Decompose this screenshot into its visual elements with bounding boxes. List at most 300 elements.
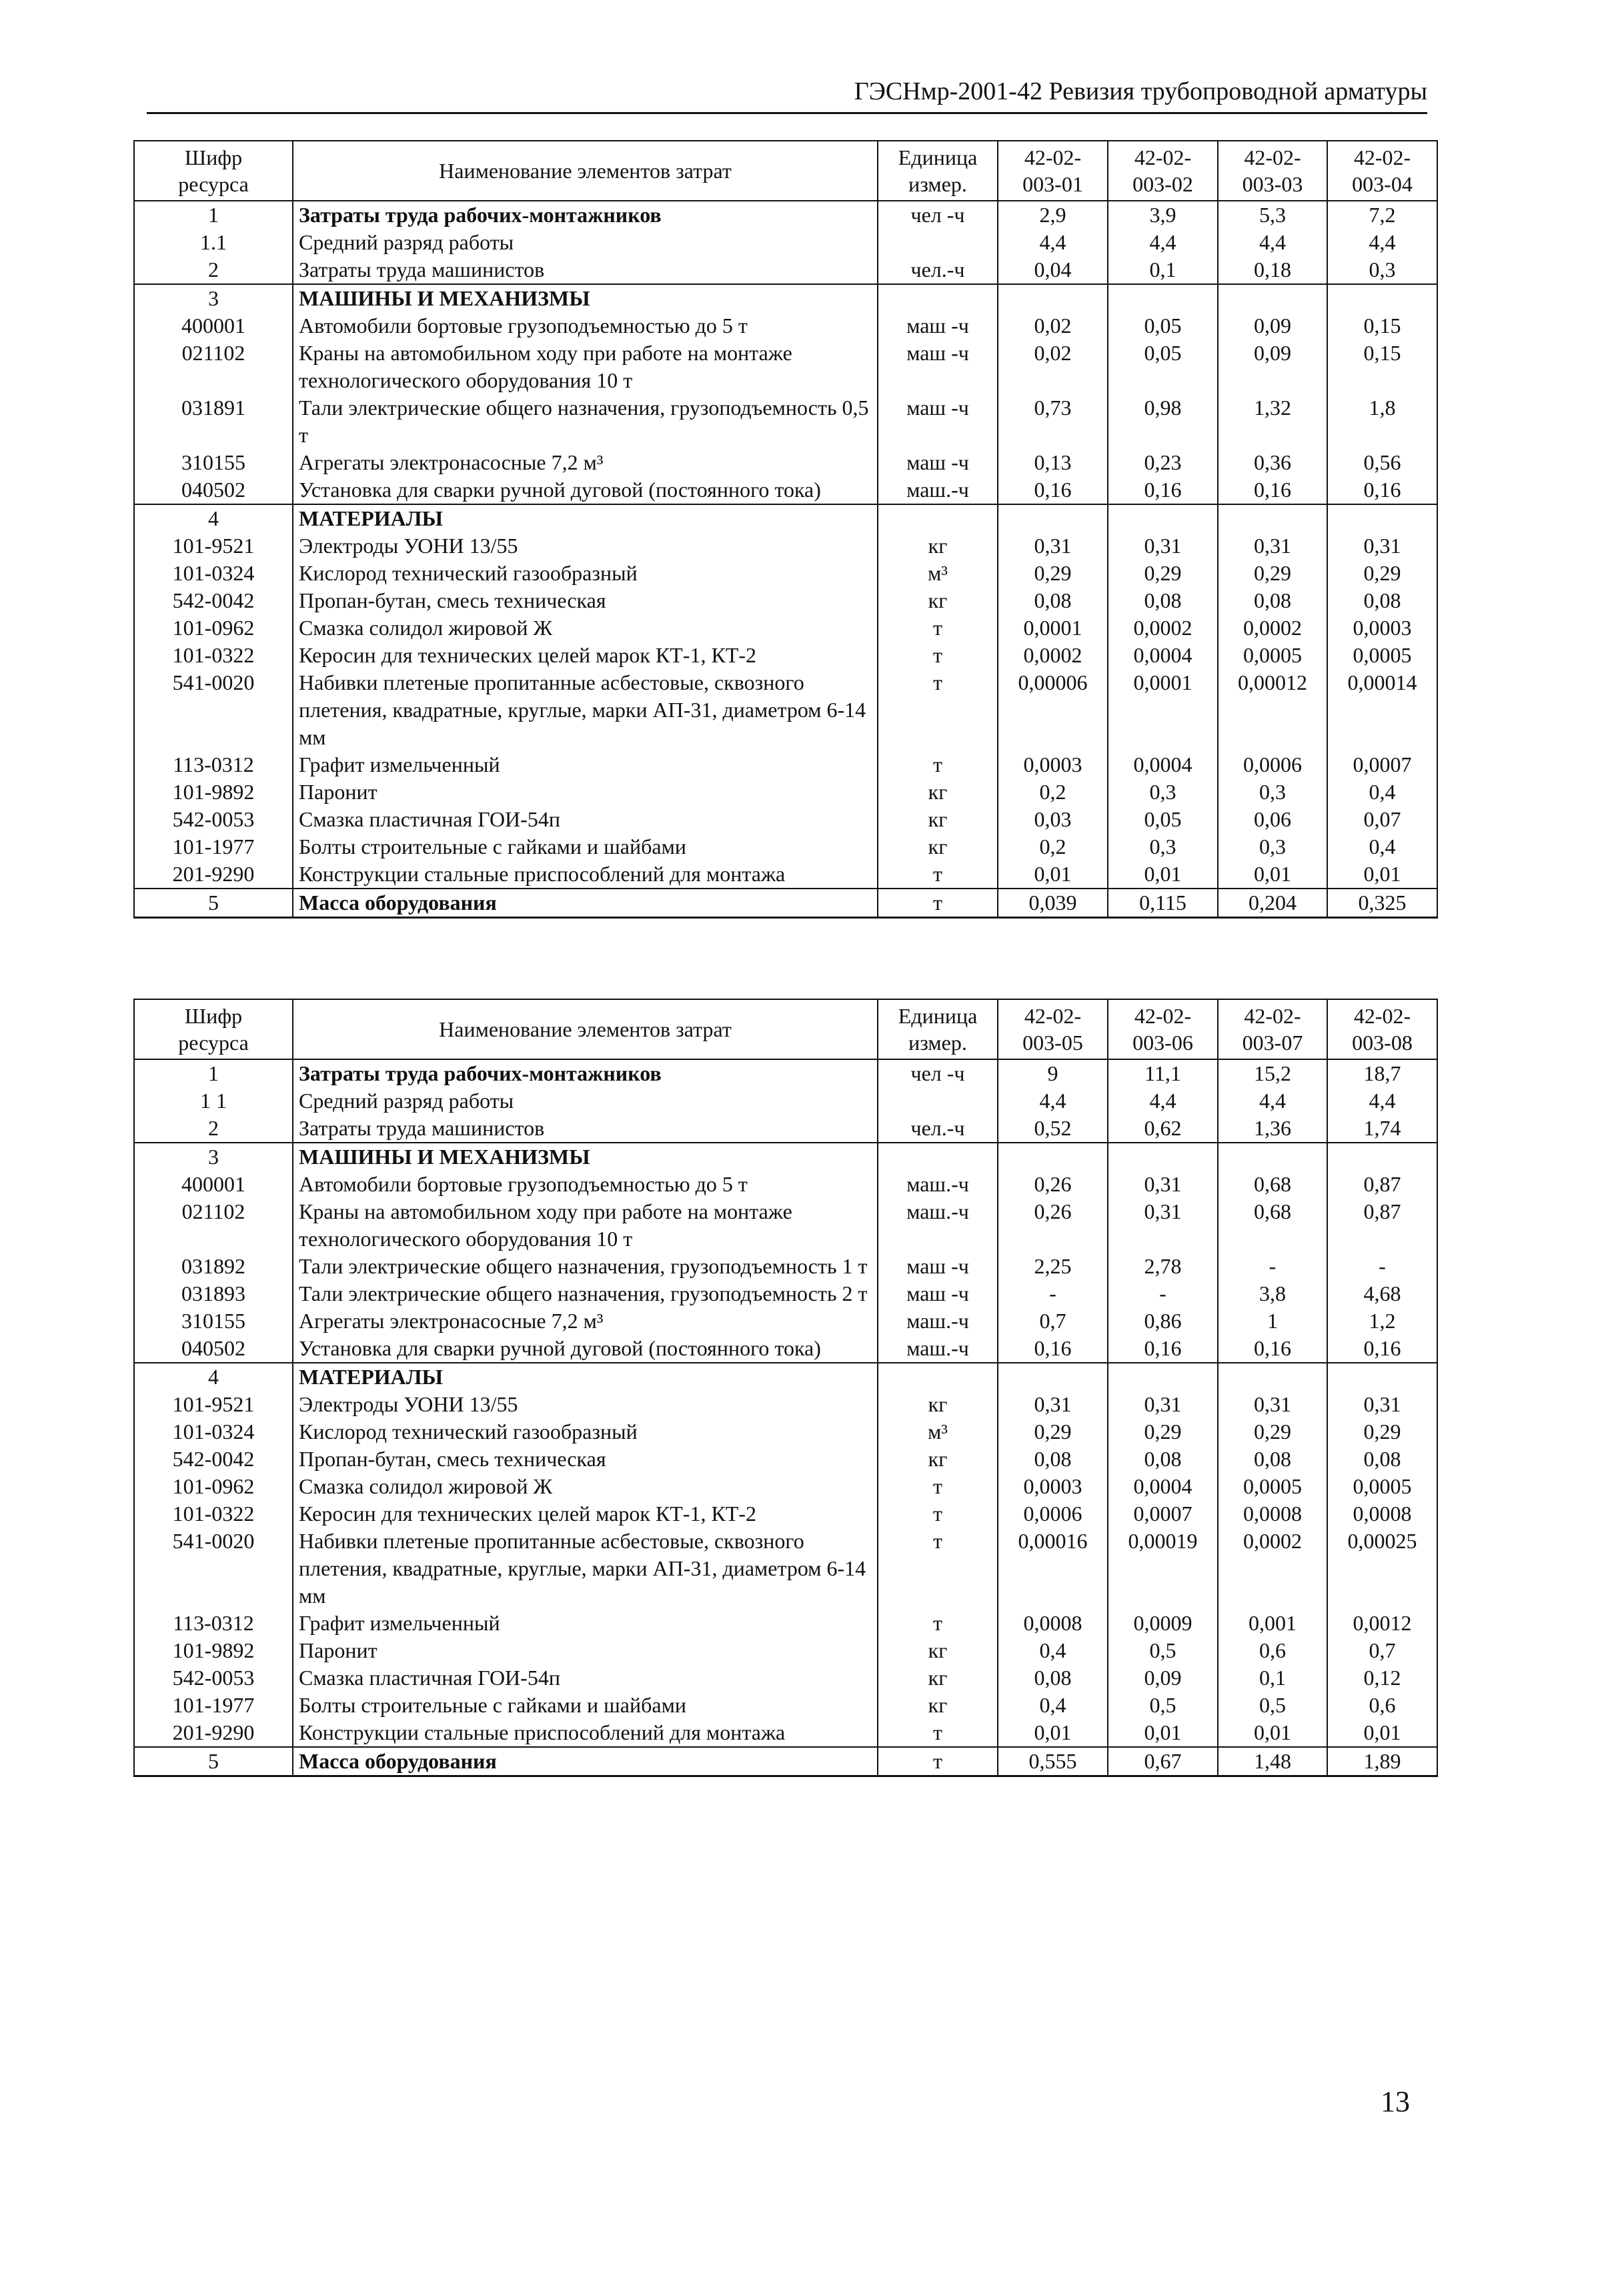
cell-value-4: 0,87 xyxy=(1327,1171,1437,1198)
cell-name: Масса оборудования xyxy=(293,889,878,918)
cell-value-1: 0,31 xyxy=(998,532,1108,560)
table-row xyxy=(134,532,1437,560)
cell-code: 101-0324 xyxy=(134,1418,293,1446)
cell-value-1: 0,04 xyxy=(998,256,1108,284)
cell-value-2: 0,01 xyxy=(1108,1719,1218,1747)
column-header-unit: Единица измер. xyxy=(878,999,998,1059)
cell-unit: маш.-ч xyxy=(878,1307,998,1335)
cell-value-1: 0,4 xyxy=(998,1637,1108,1664)
cell-value-3: 0,06 xyxy=(1218,806,1327,833)
cell-name: Смазка солидол жировой Ж xyxy=(293,1473,878,1500)
cell-unit: маш -ч xyxy=(878,394,998,449)
cell-unit: кг xyxy=(878,1664,998,1692)
cell-name: Кислород технический газообразный xyxy=(293,560,878,587)
cell-value-2: 0,01 xyxy=(1108,860,1218,889)
cell-value-4 xyxy=(1327,504,1437,532)
table-row xyxy=(134,1363,1437,1391)
cell-code: 5 xyxy=(134,889,293,918)
table-row xyxy=(134,1335,1437,1363)
cell-value-1: 0,02 xyxy=(998,340,1108,394)
table-row xyxy=(134,751,1437,778)
cell-name: Смазка солидол жировой Ж xyxy=(293,614,878,642)
cell-value-4 xyxy=(1327,1363,1437,1391)
cell-value-3: 0,0005 xyxy=(1218,1473,1327,1500)
table-row xyxy=(134,476,1437,504)
table-row xyxy=(134,1059,1437,1087)
cell-value-4: 0,325 xyxy=(1327,889,1437,918)
cell-name: Набивки плетеные пропитанные асбестовые, сквозного плетения, квадратные, круглые, марки АП-31, диаметром 6-14 мм xyxy=(293,1528,878,1610)
cell-unit: маш.-ч xyxy=(878,476,998,504)
cell-value-2: 4,4 xyxy=(1108,229,1218,256)
cell-value-1: 0,0003 xyxy=(998,1473,1108,1500)
cell-value-2: 0,1 xyxy=(1108,256,1218,284)
cell-value-2: 0,16 xyxy=(1108,1335,1218,1363)
cell-code: 031892 xyxy=(134,1253,293,1280)
table-row xyxy=(134,1610,1437,1637)
cell-value-4: 1,74 xyxy=(1327,1115,1437,1143)
cell-value-4: 4,4 xyxy=(1327,1087,1437,1115)
cell-name: Тали электрические общего назначения, грузоподъемность 2 т xyxy=(293,1280,878,1307)
table-row xyxy=(134,560,1437,587)
cell-unit: маш.-ч xyxy=(878,1335,998,1363)
cell-unit: кг xyxy=(878,1391,998,1418)
cell-value-1: 0,2 xyxy=(998,833,1108,860)
cell-value-1: 0,00016 xyxy=(998,1528,1108,1610)
cell-unit: т xyxy=(878,1747,998,1776)
cell-code: 040502 xyxy=(134,476,293,504)
table-row xyxy=(134,1115,1437,1143)
cell-value-1: 0,08 xyxy=(998,1664,1108,1692)
cell-unit xyxy=(878,504,998,532)
cell-name: Тали электрические общего назначения, грузоподъемность 1 т xyxy=(293,1253,878,1280)
table-row xyxy=(134,1473,1437,1500)
cell-value-2: 0,115 xyxy=(1108,889,1218,918)
table-row xyxy=(134,1446,1437,1473)
cell-unit: кг xyxy=(878,1446,998,1473)
cell-name: Керосин для технических целей марок КТ-1, КТ-2 xyxy=(293,1500,878,1528)
cell-value-4: 0,7 xyxy=(1327,1637,1437,1664)
cell-value-2: 0,3 xyxy=(1108,778,1218,806)
cell-value-3: 15,2 xyxy=(1218,1059,1327,1087)
cell-value-1: 0,0001 xyxy=(998,614,1108,642)
cell-unit: т xyxy=(878,1528,998,1610)
cell-unit: маш.-ч xyxy=(878,1198,998,1253)
cell-code: 031893 xyxy=(134,1280,293,1307)
cell-code: 542-0042 xyxy=(134,1446,293,1473)
cell-value-4: 0,3 xyxy=(1327,256,1437,284)
cell-value-2: 0,31 xyxy=(1108,1391,1218,1418)
cell-code: 3 xyxy=(134,1143,293,1171)
cell-code: 101-9892 xyxy=(134,1637,293,1664)
cell-value-2: 0,62 xyxy=(1108,1115,1218,1143)
cell-value-1: 0,7 xyxy=(998,1307,1108,1335)
column-header-value-4: 42-02- 003-08 xyxy=(1327,999,1437,1059)
cell-name: Краны на автомобильном ходу при работе на монтаже технологического оборудования 10 т xyxy=(293,1198,878,1253)
cell-unit: т xyxy=(878,669,998,751)
cell-value-4: 0,12 xyxy=(1327,1664,1437,1692)
cell-value-1: 0,2 xyxy=(998,778,1108,806)
cell-value-4: 0,08 xyxy=(1327,1446,1437,1473)
cell-value-4: 0,0012 xyxy=(1327,1610,1437,1637)
table-row xyxy=(134,1637,1437,1664)
cell-code: 040502 xyxy=(134,1335,293,1363)
cell-unit xyxy=(878,229,998,256)
cell-value-1: 2,9 xyxy=(998,201,1108,229)
cell-value-1: 2,25 xyxy=(998,1253,1108,1280)
cell-code: 542-0053 xyxy=(134,1664,293,1692)
cell-unit: т xyxy=(878,1500,998,1528)
cell-value-4: 0,15 xyxy=(1327,340,1437,394)
cell-value-1 xyxy=(998,504,1108,532)
cell-unit: маш -ч xyxy=(878,340,998,394)
cell-value-3: 0,0002 xyxy=(1218,614,1327,642)
cell-value-4: 0,00014 xyxy=(1327,669,1437,751)
cell-value-3: - xyxy=(1218,1253,1327,1280)
cell-value-2: 0,0007 xyxy=(1108,1500,1218,1528)
table-row xyxy=(134,1664,1437,1692)
cell-value-4: 0,15 xyxy=(1327,312,1437,340)
cell-name: Затраты труда машинистов xyxy=(293,1115,878,1143)
column-header-value-1: 42-02- 003-05 xyxy=(998,999,1108,1059)
cell-value-1: 0,08 xyxy=(998,1446,1108,1473)
table-row xyxy=(134,1253,1437,1280)
cell-value-2: 4,4 xyxy=(1108,1087,1218,1115)
cell-value-4: 0,0005 xyxy=(1327,1473,1437,1500)
cell-value-4: 0,01 xyxy=(1327,860,1437,889)
column-header-value-2: 42-02- 003-02 xyxy=(1108,141,1218,201)
cell-value-2: 0,05 xyxy=(1108,312,1218,340)
cell-value-4: 0,4 xyxy=(1327,778,1437,806)
cell-value-2: 0,29 xyxy=(1108,1418,1218,1446)
table-row xyxy=(134,1391,1437,1418)
table-row xyxy=(134,1528,1437,1610)
cell-value-2: 0,05 xyxy=(1108,806,1218,833)
cell-unit: т xyxy=(878,1719,998,1747)
cell-value-3: 0,0005 xyxy=(1218,642,1327,669)
cell-unit: т xyxy=(878,889,998,918)
cell-code: 2 xyxy=(134,1115,293,1143)
cell-value-2 xyxy=(1108,1363,1218,1391)
cell-code: 101-0322 xyxy=(134,1500,293,1528)
cell-value-4: 0,0005 xyxy=(1327,642,1437,669)
cell-name: Масса оборудования xyxy=(293,1747,878,1776)
cell-value-2: 0,5 xyxy=(1108,1637,1218,1664)
column-header-code: Шифр ресурса xyxy=(134,141,293,201)
cell-name: Электроды УОНИ 13/55 xyxy=(293,1391,878,1418)
cell-value-3: 4,4 xyxy=(1218,1087,1327,1115)
cell-value-4: 7,2 xyxy=(1327,201,1437,229)
cell-value-4 xyxy=(1327,284,1437,312)
cell-unit: кг xyxy=(878,1692,998,1719)
cell-unit xyxy=(878,284,998,312)
cell-name: Агрегаты электронасосные 7,2 м³ xyxy=(293,1307,878,1335)
cell-code: 4 xyxy=(134,1363,293,1391)
cell-value-1: 0,13 xyxy=(998,449,1108,476)
cell-value-3: 0,0006 xyxy=(1218,751,1327,778)
cell-value-4 xyxy=(1327,1143,1437,1171)
cell-value-3: 0,3 xyxy=(1218,778,1327,806)
cell-value-3: 0,204 xyxy=(1218,889,1327,918)
table-row xyxy=(134,1719,1437,1747)
cell-value-3: 0,5 xyxy=(1218,1692,1327,1719)
cell-unit xyxy=(878,1087,998,1115)
cell-value-3 xyxy=(1218,1143,1327,1171)
cell-value-4: 1,89 xyxy=(1327,1747,1437,1776)
cell-value-2 xyxy=(1108,1143,1218,1171)
cell-value-1: 4,4 xyxy=(998,1087,1108,1115)
cell-value-4: 0,00025 xyxy=(1327,1528,1437,1610)
cell-value-3: 1,36 xyxy=(1218,1115,1327,1143)
cell-name: Смазка пластичная ГОИ-54п xyxy=(293,1664,878,1692)
cell-value-2: 0,0004 xyxy=(1108,1473,1218,1500)
cell-name: Электроды УОНИ 13/55 xyxy=(293,532,878,560)
cell-name: Смазка пластичная ГОИ-54п xyxy=(293,806,878,833)
cell-value-3: 0,09 xyxy=(1218,340,1327,394)
cell-code: 101-1977 xyxy=(134,833,293,860)
cell-value-4: 0,0007 xyxy=(1327,751,1437,778)
cell-name: Паронит xyxy=(293,778,878,806)
cell-name: Установка для сварки ручной дуговой (постоянного тока) xyxy=(293,476,878,504)
cell-value-3: 0,01 xyxy=(1218,1719,1327,1747)
cell-value-4: 4,4 xyxy=(1327,229,1437,256)
cell-unit: кг xyxy=(878,587,998,614)
cell-value-4: 0,07 xyxy=(1327,806,1437,833)
cell-name: Керосин для технических целей марок КТ-1, КТ-2 xyxy=(293,642,878,669)
cell-code: 021102 xyxy=(134,340,293,394)
cell-code: 4 xyxy=(134,504,293,532)
table-row xyxy=(134,1171,1437,1198)
cell-value-2: 0,08 xyxy=(1108,587,1218,614)
cell-value-1: 0,01 xyxy=(998,1719,1108,1747)
cell-value-3: 0,0002 xyxy=(1218,1528,1327,1610)
cell-unit: кг xyxy=(878,806,998,833)
cell-value-4: 0,31 xyxy=(1327,532,1437,560)
cell-value-2: 0,98 xyxy=(1108,394,1218,449)
cell-value-2 xyxy=(1108,504,1218,532)
cell-unit: чел.-ч xyxy=(878,256,998,284)
cell-value-3: 0,001 xyxy=(1218,1610,1327,1637)
table-row xyxy=(134,587,1437,614)
running-header xyxy=(147,75,1427,114)
cell-value-1: 0,16 xyxy=(998,476,1108,504)
cell-value-1: 4,4 xyxy=(998,229,1108,256)
cell-value-4: 0,29 xyxy=(1327,1418,1437,1446)
cell-value-4: 0,56 xyxy=(1327,449,1437,476)
cell-value-2: 0,67 xyxy=(1108,1747,1218,1776)
cell-unit: т xyxy=(878,614,998,642)
column-header-name: Наименование элементов затрат xyxy=(293,141,878,201)
cell-code: 1.1 xyxy=(134,229,293,256)
table-row xyxy=(134,1198,1437,1253)
cell-name: Затраты труда рабочих-монтажников xyxy=(293,1059,878,1087)
cell-value-3: 5,3 xyxy=(1218,201,1327,229)
cell-value-3: 0,08 xyxy=(1218,1446,1327,1473)
table-row xyxy=(134,669,1437,751)
cell-value-4: - xyxy=(1327,1253,1437,1280)
table-row xyxy=(134,504,1437,532)
cell-name: Пропан-бутан, смесь техническая xyxy=(293,587,878,614)
cell-value-4: 0,0008 xyxy=(1327,1500,1437,1528)
cell-code: 400001 xyxy=(134,312,293,340)
cell-code: 113-0312 xyxy=(134,751,293,778)
cell-name: Конструкции стальные приспособлений для монтажа xyxy=(293,860,878,889)
cell-value-3: 1 xyxy=(1218,1307,1327,1335)
cell-unit: т xyxy=(878,860,998,889)
cell-value-3: 0,09 xyxy=(1218,312,1327,340)
table-row xyxy=(134,860,1437,889)
cell-value-3: 0,1 xyxy=(1218,1664,1327,1692)
cell-value-1: 0,29 xyxy=(998,560,1108,587)
cell-name: Средний разряд работы xyxy=(293,229,878,256)
cell-code: 201-9290 xyxy=(134,860,293,889)
column-header-value-4: 42-02- 003-04 xyxy=(1327,141,1437,201)
cell-value-1: 0,08 xyxy=(998,587,1108,614)
column-header-unit: Единица измер. xyxy=(878,141,998,201)
cell-value-2: 0,3 xyxy=(1108,833,1218,860)
cell-unit: т xyxy=(878,1473,998,1500)
cell-value-4: 0,08 xyxy=(1327,587,1437,614)
table-row xyxy=(134,449,1437,476)
table-row xyxy=(134,201,1437,229)
table-row xyxy=(134,614,1437,642)
cell-code: 400001 xyxy=(134,1171,293,1198)
cell-unit: м³ xyxy=(878,560,998,587)
cell-value-2: 0,23 xyxy=(1108,449,1218,476)
cell-code: 031891 xyxy=(134,394,293,449)
cell-value-3: 0,3 xyxy=(1218,833,1327,860)
cell-value-1: 0,555 xyxy=(998,1747,1108,1776)
cell-value-3: 0,36 xyxy=(1218,449,1327,476)
cell-value-1: 9 xyxy=(998,1059,1108,1087)
table-row xyxy=(134,642,1437,669)
cell-code: 101-1977 xyxy=(134,1692,293,1719)
cell-value-1: 0,039 xyxy=(998,889,1108,918)
cell-value-2: 0,0004 xyxy=(1108,642,1218,669)
cell-value-4: 0,6 xyxy=(1327,1692,1437,1719)
cell-name: Конструкции стальные приспособлений для монтажа xyxy=(293,1719,878,1747)
cell-value-1: 0,0002 xyxy=(998,642,1108,669)
cell-name: Автомобили бортовые грузоподъемностью до 5 т xyxy=(293,1171,878,1198)
cell-value-2: 0,0009 xyxy=(1108,1610,1218,1637)
cell-value-3: 0,29 xyxy=(1218,560,1327,587)
cell-value-3: 0,29 xyxy=(1218,1418,1327,1446)
cell-code: 542-0053 xyxy=(134,806,293,833)
cell-unit: чел -ч xyxy=(878,1059,998,1087)
cell-value-2: 0,31 xyxy=(1108,1171,1218,1198)
cell-value-3: 0,31 xyxy=(1218,1391,1327,1418)
cell-unit: маш -ч xyxy=(878,1280,998,1307)
cell-name: Паронит xyxy=(293,1637,878,1664)
cell-unit: м³ xyxy=(878,1418,998,1446)
cell-name: Затраты труда машинистов xyxy=(293,256,878,284)
cell-unit: кг xyxy=(878,532,998,560)
cell-value-2: 0,00019 xyxy=(1108,1528,1218,1610)
cell-code: 101-0962 xyxy=(134,1473,293,1500)
cell-unit: кг xyxy=(878,1637,998,1664)
cell-value-1: 0,73 xyxy=(998,394,1108,449)
cell-value-3: 1,32 xyxy=(1218,394,1327,449)
cell-code: 1 xyxy=(134,201,293,229)
table-row xyxy=(134,1418,1437,1446)
resource-table-2 xyxy=(133,999,1438,1777)
cell-value-1: - xyxy=(998,1280,1108,1307)
cell-unit: т xyxy=(878,1610,998,1637)
table-row xyxy=(134,312,1437,340)
cell-value-2: 0,29 xyxy=(1108,560,1218,587)
cell-value-4: 1,2 xyxy=(1327,1307,1437,1335)
cell-value-1: 0,0006 xyxy=(998,1500,1108,1528)
cell-name: Затраты труда рабочих-монтажников xyxy=(293,201,878,229)
cell-code: 1 1 xyxy=(134,1087,293,1115)
cell-code: 542-0042 xyxy=(134,587,293,614)
cell-value-1 xyxy=(998,284,1108,312)
cell-value-3: 0,16 xyxy=(1218,476,1327,504)
cell-name: МАШИНЫ И МЕХАНИЗМЫ xyxy=(293,1143,878,1171)
cell-code: 2 xyxy=(134,256,293,284)
cell-code: 101-0962 xyxy=(134,614,293,642)
cell-value-1: 0,00006 xyxy=(998,669,1108,751)
cell-value-4: 0,16 xyxy=(1327,1335,1437,1363)
table-row xyxy=(134,229,1437,256)
cell-value-3: 0,6 xyxy=(1218,1637,1327,1664)
cell-unit: маш -ч xyxy=(878,1253,998,1280)
cell-code: 101-9892 xyxy=(134,778,293,806)
cell-code: 541-0020 xyxy=(134,1528,293,1610)
cell-value-4: 0,0003 xyxy=(1327,614,1437,642)
cell-value-3: 0,16 xyxy=(1218,1335,1327,1363)
running-header-title: ГЭСНмр-2001-42 Ревизия трубопроводной арматуры xyxy=(854,77,1427,105)
cell-value-3: 0,00012 xyxy=(1218,669,1327,751)
cell-name: МАТЕРИАЛЫ xyxy=(293,1363,878,1391)
cell-value-3: 3,8 xyxy=(1218,1280,1327,1307)
cell-value-4: 18,7 xyxy=(1327,1059,1437,1087)
table-row xyxy=(134,256,1437,284)
cell-value-1: 0,26 xyxy=(998,1171,1108,1198)
cell-value-3: 0,01 xyxy=(1218,860,1327,889)
cell-value-2 xyxy=(1108,284,1218,312)
cell-code: 113-0312 xyxy=(134,1610,293,1637)
table-row xyxy=(134,1747,1437,1776)
cell-value-1: 0,31 xyxy=(998,1391,1108,1418)
cell-name: Болты строительные с гайками и шайбами xyxy=(293,833,878,860)
column-header-value-2: 42-02- 003-06 xyxy=(1108,999,1218,1059)
cell-value-1: 0,03 xyxy=(998,806,1108,833)
cell-name: Автомобили бортовые грузоподъемностью до 5 т xyxy=(293,312,878,340)
cell-value-3: 0,0008 xyxy=(1218,1500,1327,1528)
resource-table-1 xyxy=(133,140,1438,919)
page-number: 13 xyxy=(1381,2085,1410,2118)
cell-name: Кислород технический газообразный xyxy=(293,1418,878,1446)
table-row xyxy=(134,778,1437,806)
table-row xyxy=(134,1307,1437,1335)
cell-value-1: 0,29 xyxy=(998,1418,1108,1446)
cell-code: 310155 xyxy=(134,449,293,476)
cell-value-1 xyxy=(998,1363,1108,1391)
cell-code: 101-9521 xyxy=(134,1391,293,1418)
cell-unit: чел.-ч xyxy=(878,1115,998,1143)
cell-value-2: 0,05 xyxy=(1108,340,1218,394)
cell-code: 021102 xyxy=(134,1198,293,1253)
cell-value-2: 2,78 xyxy=(1108,1253,1218,1280)
cell-name: Установка для сварки ручной дуговой (постоянного тока) xyxy=(293,1335,878,1363)
table-row xyxy=(134,340,1437,394)
cell-code: 310155 xyxy=(134,1307,293,1335)
cell-value-1: 0,16 xyxy=(998,1335,1108,1363)
cell-value-4: 0,01 xyxy=(1327,1719,1437,1747)
cell-value-3 xyxy=(1218,504,1327,532)
cell-unit: т xyxy=(878,642,998,669)
cell-name: Краны на автомобильном ходу при работе на монтаже технологического оборудования 10 т xyxy=(293,340,878,394)
